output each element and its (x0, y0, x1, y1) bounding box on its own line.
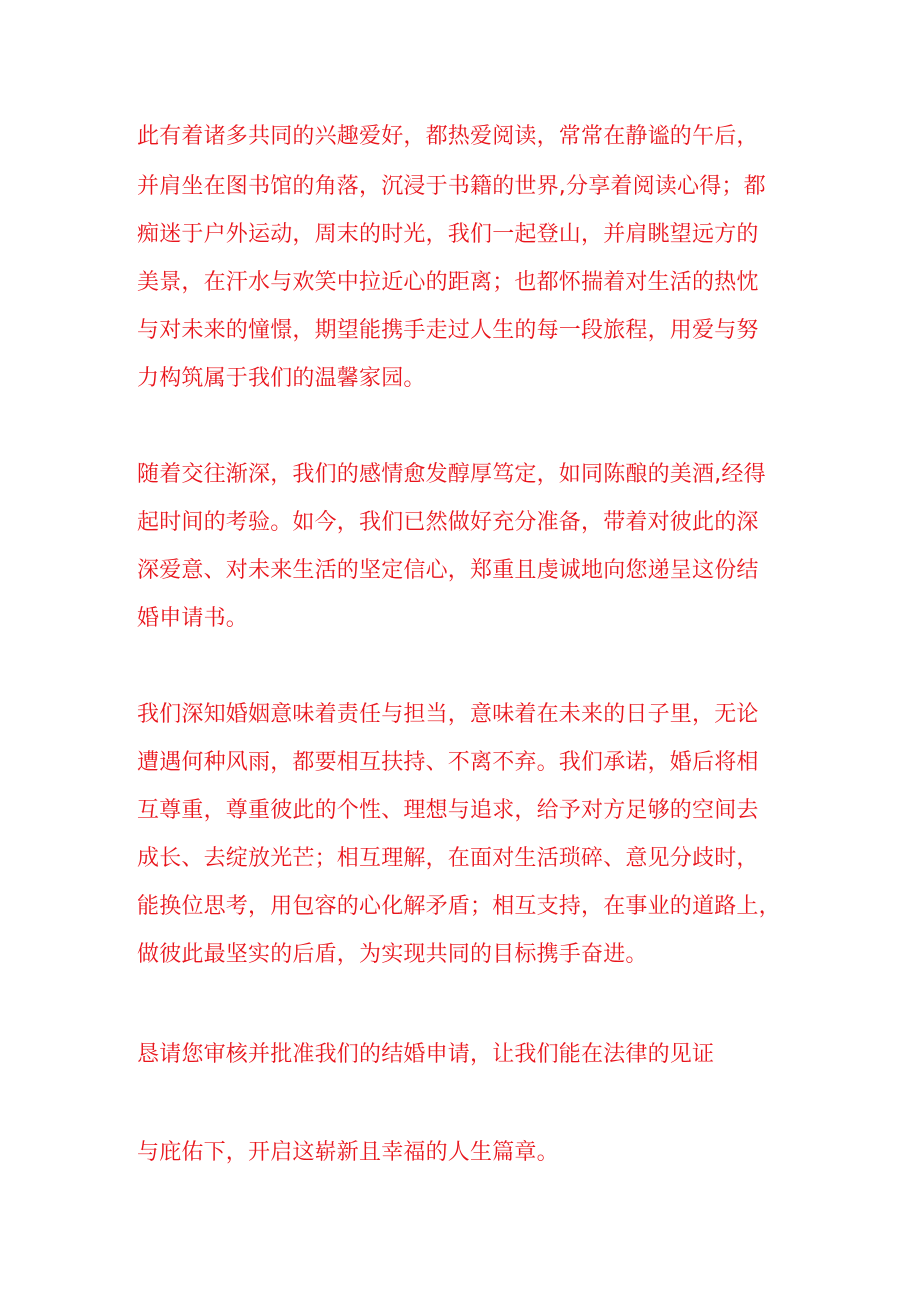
text-line: 婚申请书。 (137, 606, 249, 631)
text-line: 力构筑属于我们的温馨家园。 (137, 366, 426, 391)
text-line: 与庇佑下，开启这崭新且幸福的人生篇章。 (137, 1140, 559, 1165)
text-line: 美景，在汗水与欢笑中拉近心的距离；也都怀揣着对生活的热忱 (137, 270, 759, 295)
text-line: 互尊重，尊重彼此的个性、理想与追求，给予对方足够的空间去 (137, 798, 759, 823)
text-line: 与对未来的憧憬，期望能携手走过人生的每一段旅程，用爱与努 (137, 318, 759, 343)
text-line: 成长、去绽放光芒；相互理解，在面对生活琐碎、意见分歧时， (137, 846, 759, 871)
text-line: 能换位思考，用包容的心化解矛盾；相互支持，在事业的道路上， (137, 894, 781, 919)
text-line: 此有着诸多共同的兴趣爱好，都热爱阅读，常常在静谧的午后， (137, 124, 759, 149)
text-line: 遭遇何种风雨，都要相互扶持、不离不弃。我们承诺，婚后将相 (137, 750, 759, 775)
text-line: 我们深知婚姻意味着责任与担当，意味着在未来的日子里，无论 (137, 702, 759, 727)
text-line: 并肩坐在图书馆的角落，沉浸于书籍的世界,分享着阅读心得；都 (137, 174, 766, 199)
text-line: 深爱意、对未来生活的坚定信心，郑重且虔诚地向您递呈这份结 (137, 558, 759, 583)
text-line: 痴迷于户外运动，周末的时光，我们一起登山，并肩眺望远方的 (137, 222, 759, 247)
text-line: 起时间的考验。如今，我们已然做好充分准备，带着对彼此的深 (137, 510, 759, 535)
text-line: 恳请您审核并批准我们的结婚申请，让我们能在法律的见证 (137, 1042, 715, 1067)
text-line: 随着交往渐深，我们的感情愈发醇厚笃定，如同陈酿的美酒,经得 (137, 462, 766, 487)
text-line: 做彼此最坚实的后盾，为实现共同的目标携手奋进。 (137, 942, 648, 967)
